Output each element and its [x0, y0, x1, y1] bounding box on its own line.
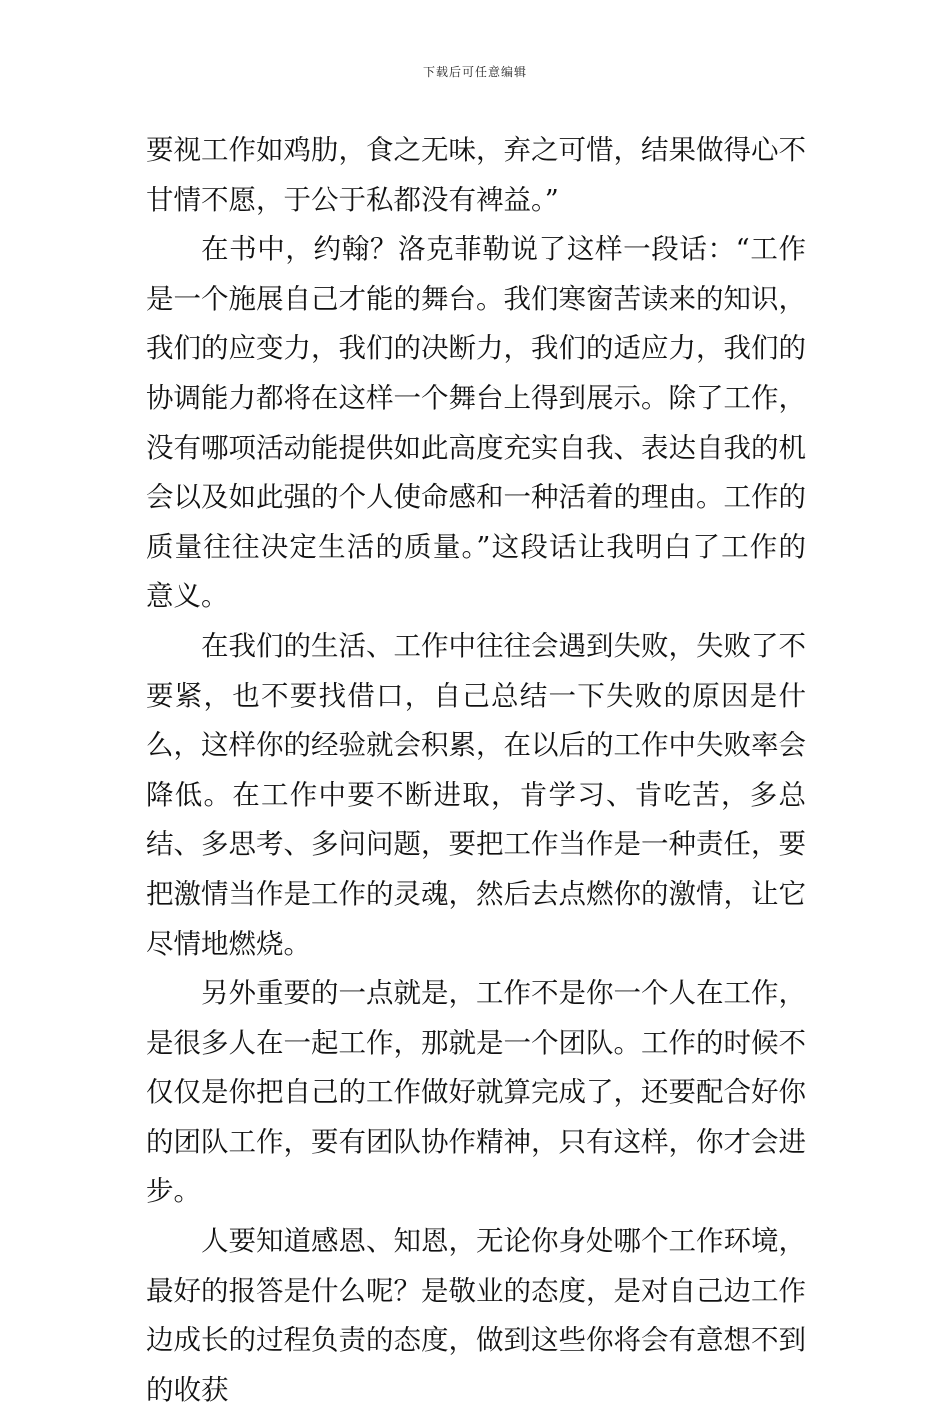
paragraph-4: 另外重要的一点就是，工作不是你一个人在工作，是很多人在一起工作，那就是一个团队。工作的时候不仅仅是你把自己的工作做好就算完成了，还要配合好你的团队工作，要有团队协作精神，只有这样，你才会进步。: [146, 977, 806, 1208]
paragraph-2: 在书中，约翰？洛克菲勒说了这样一段话：“工作是一个施展自己才能的舞台。我们寒窗苦读来的知识，我们的应变力，我们的决断力，我们的适应力，我们的协调能力都将在这样一个舞台上得到展示。除了工作，没有哪项活动能提供如此高度充实自我、表达自我的机会以及如此强的个人使命感和一种活着的理由。工作的质量往往决定生活的质量。”这段话让我明白了工作的意义。: [146, 233, 806, 613]
paragraph-1: 要视工作如鸡肋，食之无味，弃之可惜，结果做得心不甘情不愿，于公于私都没有裨益。”: [146, 134, 806, 216]
page-header: 下载后可任意编辑: [422, 65, 527, 79]
paragraph-5: 人要知道感恩、知恩，无论你身处哪个工作环境，最好的报答是什么呢？是敬业的态度，是对自己边工作边成长的过程负责的态度，做到这些你将会有意想不到的收获: [146, 1225, 806, 1406]
paragraph-3: 在我们的生活、工作中往往会遇到失败，失败了不要紧，也不要找借口，自己总结一下失败的原因是什么，这样你的经验就会积累，在以后的工作中失败率会降低。在工作中要不断进取，肯学习、肯吃苦，多总结、多思考、多问问题，要把工作当作是一种责任，要把激情当作是工作的灵魂，然后去点燃你的激情，让它尽情地燃烧。: [146, 629, 806, 960]
body-text: [146, 126, 806, 1415]
